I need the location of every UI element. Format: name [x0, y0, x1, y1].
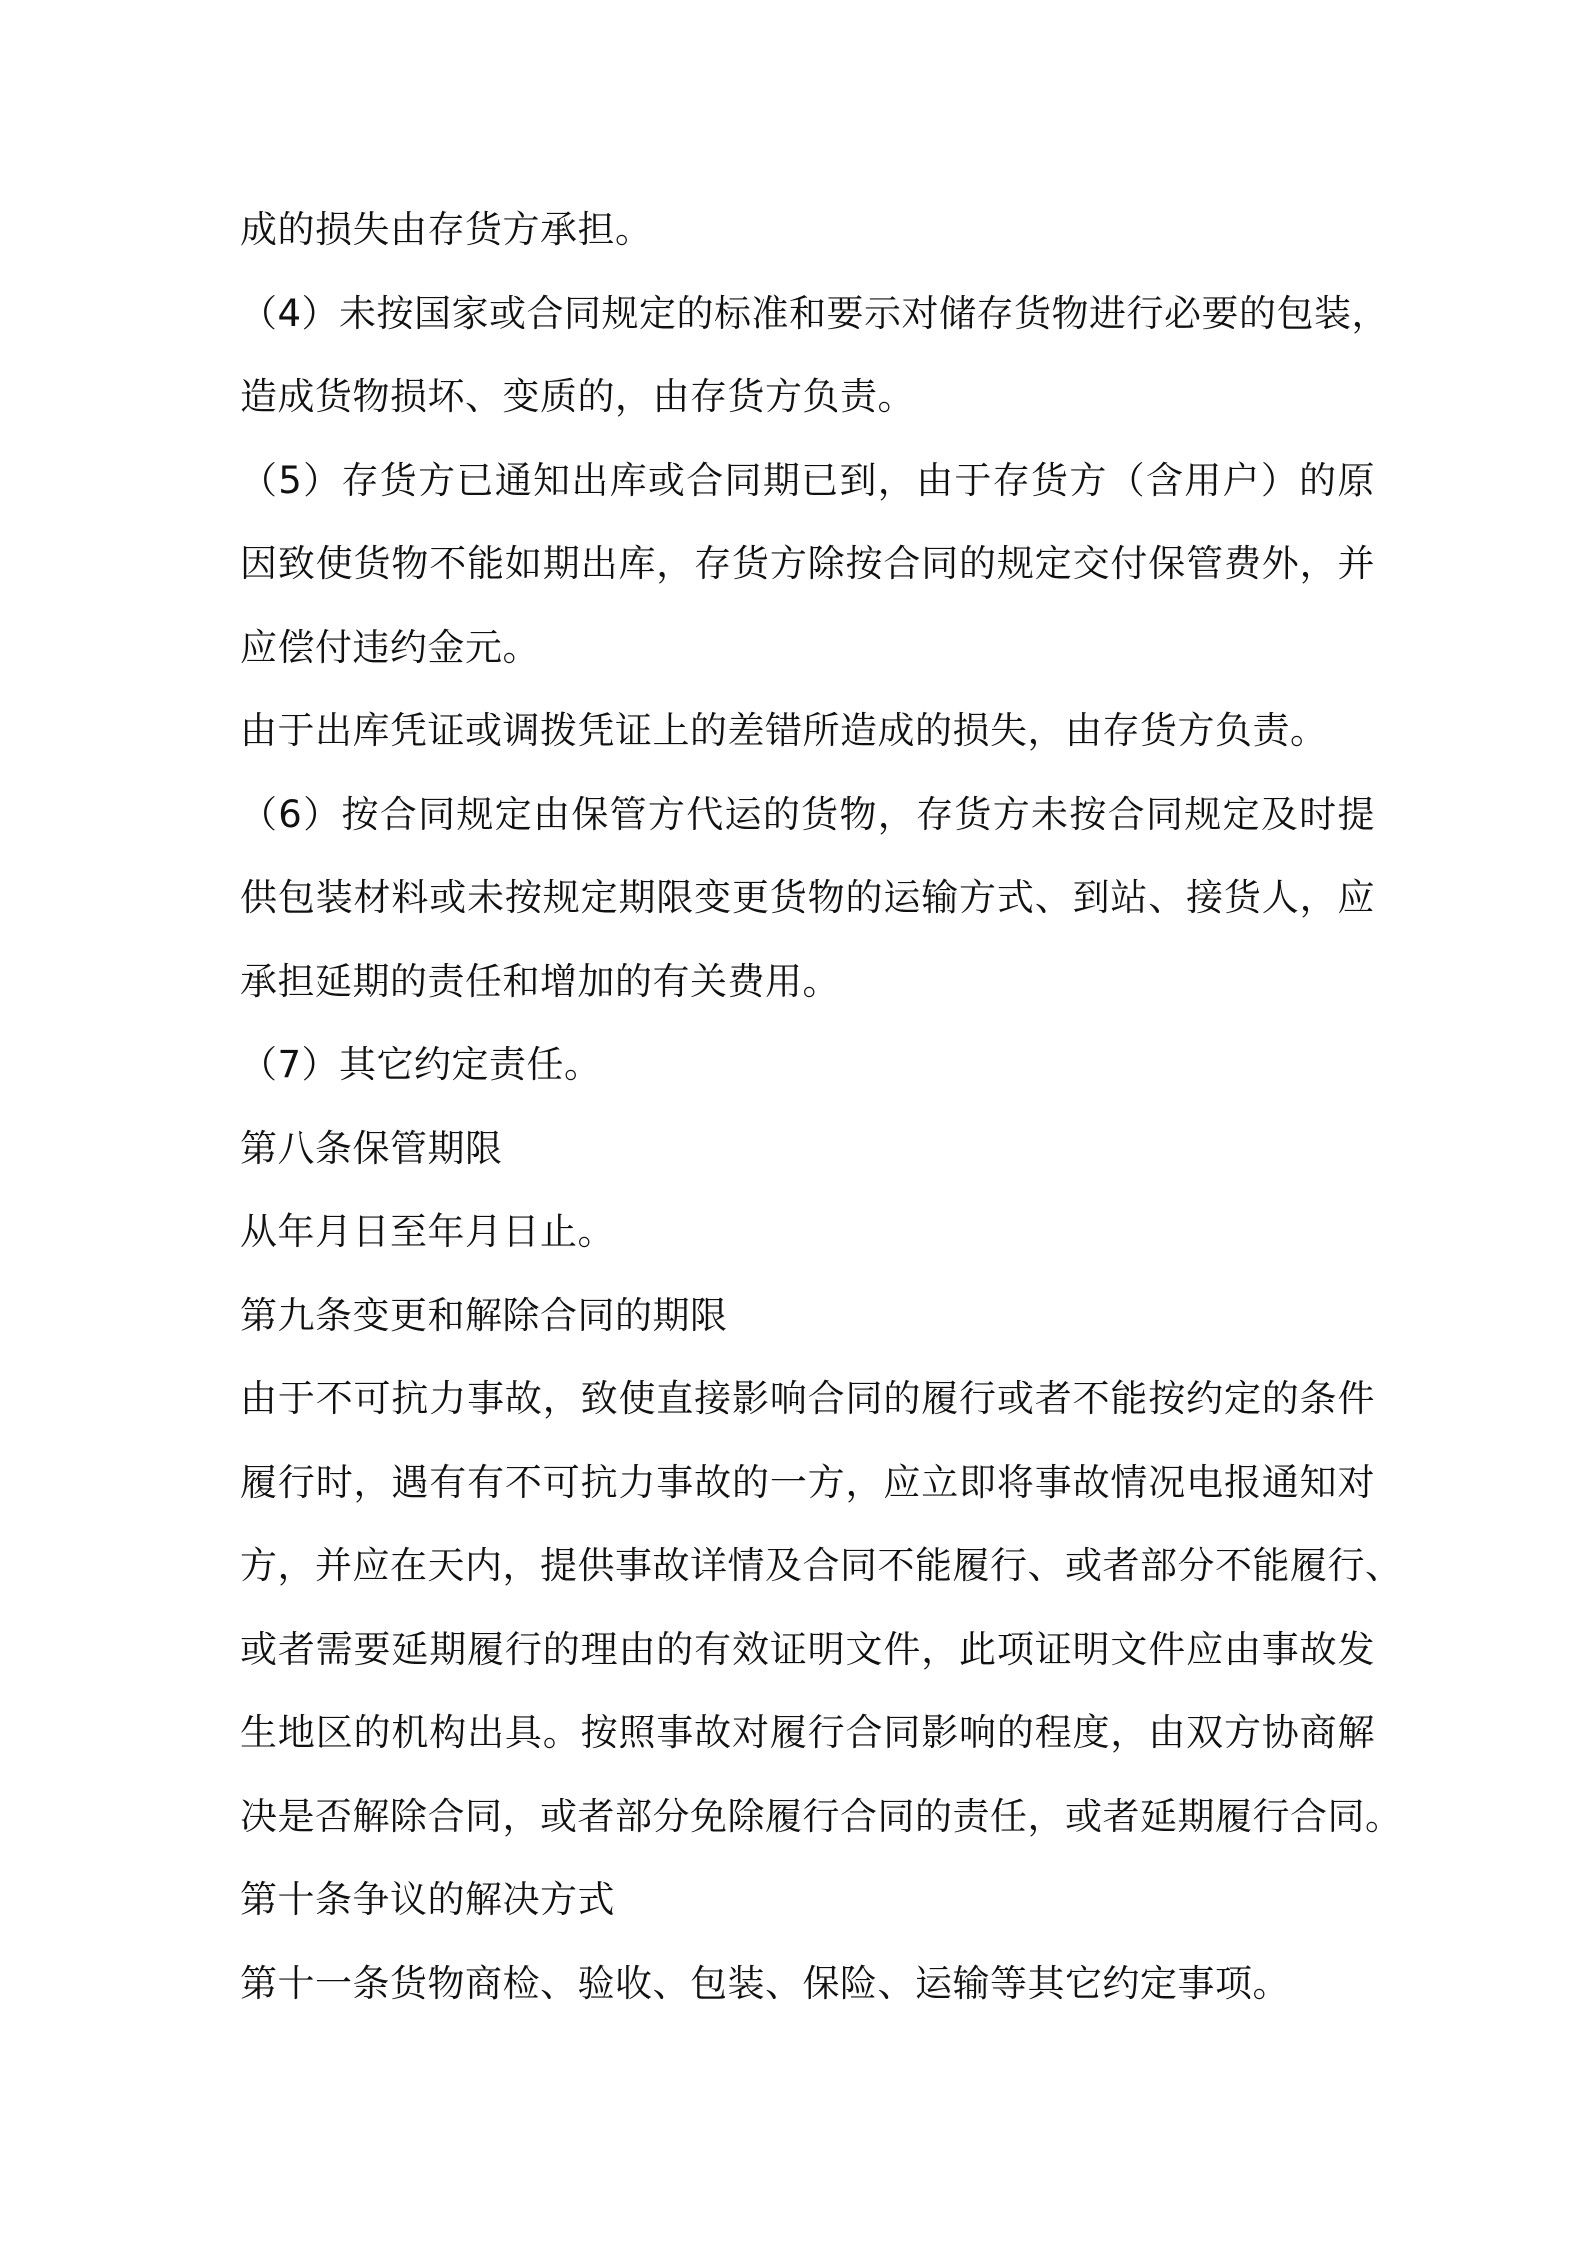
text-line: 生地区的机构出具。按照事故对履行合同影响的程度，由双方协商解 [240, 1711, 1375, 1754]
text-line: 履行时，遇有有不可抗力事故的一方，应立即将事故情况电报通知对 [240, 1460, 1375, 1504]
text-line: （6）按合同规定由保管方代运的货物，存货方未按合同规定及时提 [240, 792, 1375, 836]
text-line: 或者需要延期履行的理由的有效证明文件，此项证明文件应由事故发 [240, 1627, 1375, 1671]
section-heading: 第九条变更和解除合同的期限 [240, 1293, 728, 1337]
text-line: （7）其它约定责任。 [240, 1043, 602, 1086]
text-line: 方，并应在天内，提供事故详情及合同不能履行、或者部分不能履行、 [240, 1544, 1403, 1587]
text-line: 承担延期的责任和增加的有关费用。 [240, 959, 840, 1003]
text-line: 因致使货物不能如期出库，存货方除按合同的规定交付保管费外，并 [240, 542, 1375, 585]
text-line: （4）未按国家或合同规定的标准和要示对储存货物进行必要的包装， [240, 291, 1390, 335]
text-line: 由于不可抗力事故，致使直接影响合同的履行或者不能按约定的条件 [240, 1377, 1375, 1420]
document-body [240, 188, 1403, 2025]
section-heading: 第八条保管期限 [240, 1126, 503, 1170]
text-line: 应偿付违约金元。 [240, 625, 540, 669]
text-line: 供包装材料或未按规定期限变更货物的运输方式、到站、接货人，应 [240, 876, 1375, 919]
text-line: 由于出库凭证或调拨凭证上的差错所造成的损失，由存货方负责。 [240, 709, 1328, 752]
text-line: 从年月日至年月日止。 [240, 1210, 615, 1253]
text-line: （5）存货方已通知出库或合同期已到，由于存货方（含用户）的原 [240, 458, 1375, 502]
section-heading: 第十条争议的解决方式 [240, 1878, 615, 1921]
section-heading: 第十一条货物商检、验收、包装、保险、运输等其它约定事项。 [240, 1961, 1290, 2005]
text-line: 决是否解除合同，或者部分免除履行合同的责任，或者延期履行合同。 [240, 1794, 1403, 1838]
text-line: 造成货物损坏、变质的，由存货方负责。 [240, 375, 915, 418]
text-line: 成的损失由存货方承担。 [240, 208, 653, 251]
